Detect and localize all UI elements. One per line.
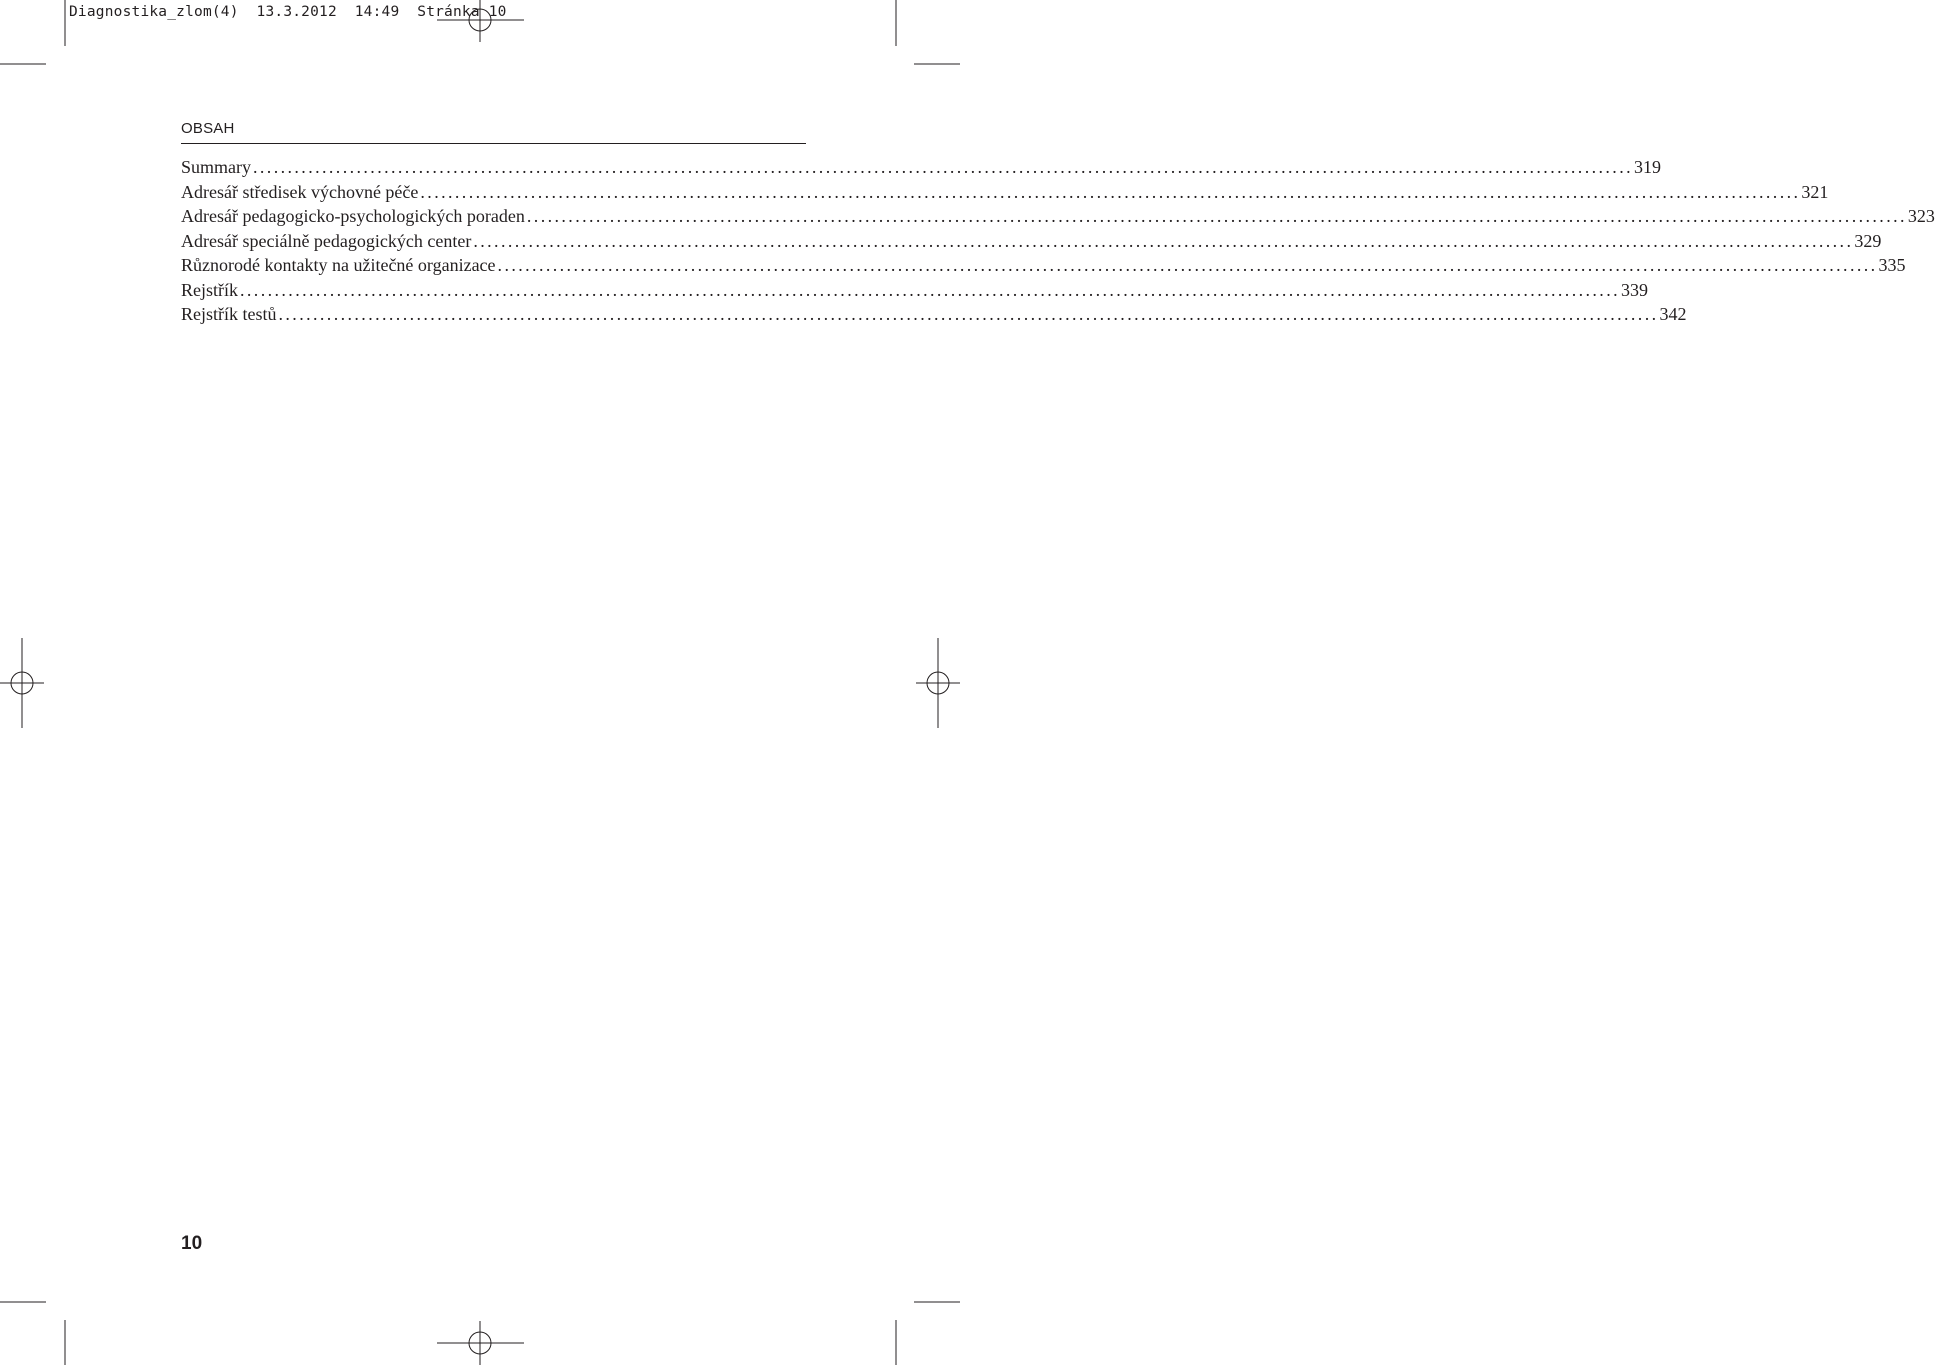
toc-entry-adresar-center[interactable] (181, 229, 1882, 254)
toc-entry-label: Summary (181, 157, 251, 177)
toc-entry-label: Adresář speciálně pedagogických center (181, 230, 472, 251)
toc-entry-kontakty[interactable] (181, 253, 1906, 278)
toc-entry-page: 335 (1878, 255, 1906, 275)
registration-mark-icon (916, 638, 960, 728)
page-number: 10 (181, 1233, 203, 1254)
toc-entry-adresar-poraden[interactable] (181, 204, 1935, 229)
registration-mark-icon (0, 638, 44, 728)
table-of-contents (181, 155, 1935, 327)
toc-entry-rejstrik[interactable] (181, 278, 1648, 303)
dot-leader: ........................................................................................................................................................................................................ (473, 230, 1854, 251)
toc-entry-summary[interactable] (181, 155, 1661, 180)
toc-entry-label: Adresář pedagogicko-psychologických poraden (181, 206, 525, 226)
toc-entry-label: Adresář středisek výchovné péče (181, 181, 419, 202)
registration-mark-icon (437, 1321, 524, 1365)
toc-entry-adresar-stredisek[interactable] (181, 180, 1829, 205)
dot-leader: ........................................................................................................................................................................................................ (420, 181, 1801, 202)
section-title: OBSAH (181, 120, 235, 137)
toc-entry-page: 329 (1854, 230, 1882, 251)
toc-entry-page: 339 (1621, 279, 1648, 300)
dot-leader: ........................................................................................................................................................................................................ (278, 304, 1659, 324)
dot-leader: ........................................................................................................................................................................................................ (526, 206, 1907, 226)
dot-leader: ........................................................................................................................................................................................................ (253, 157, 1633, 177)
dot-leader: ........................................................................................................................................................................................................ (240, 279, 1620, 300)
toc-entry-label: Rejstřík testů (181, 304, 277, 324)
title-divider (181, 143, 806, 144)
toc-entry-label: Různorodé kontakty na užitečné organizace (181, 255, 496, 275)
toc-entry-page: 321 (1801, 181, 1829, 202)
toc-entry-page: 319 (1634, 157, 1661, 177)
dot-leader: ........................................................................................................................................................................................................ (497, 255, 1878, 275)
registration-mark-icon (437, 0, 524, 42)
toc-entry-label: Rejstřík (181, 279, 238, 300)
toc-entry-rejstrik-testu[interactable] (181, 302, 1687, 327)
print-slug-line: Diagnostika_zlom(4) 13.3.2012 14:49 Stránka 10 (69, 4, 507, 20)
toc-entry-page: 323 (1907, 206, 1935, 226)
toc-entry-page: 342 (1659, 304, 1687, 324)
